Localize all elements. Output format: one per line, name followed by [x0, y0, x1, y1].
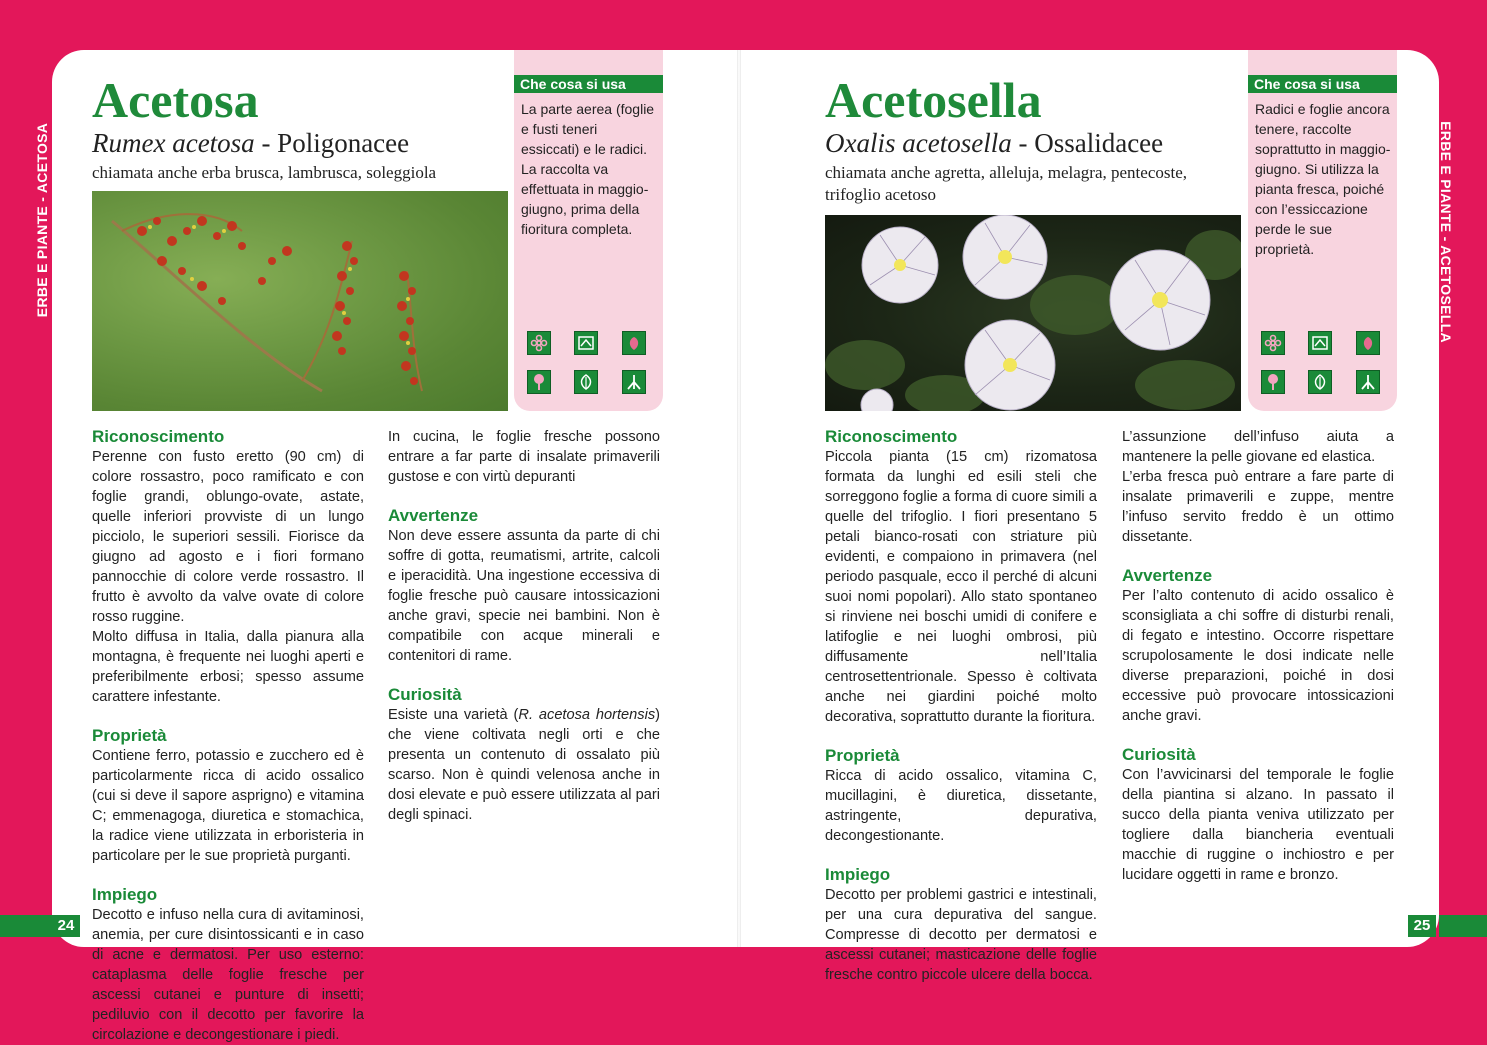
heading-riconoscimento: Riconoscimento: [92, 427, 225, 446]
fruit-icon: [1356, 331, 1380, 355]
herb-cluster-icon: [1308, 331, 1332, 355]
text-avvertenze: Non deve essere assunta da parte di chi soffre di gotta, reumatismi, artrite, calcoli e iperacidità. Una ingestione eccessiva di foglie fresche può causare intossicazioni anche gravi, specie nei bambini. Non è compatibile con acque minerali e contenitori di rame.: [388, 528, 660, 664]
common-names-right: chiamata anche agretta, alleluja, melagra, pentecoste, trifoglio acetoso: [825, 163, 1187, 204]
photo-rumex-acetosa: [92, 191, 508, 411]
flower-icon: [1261, 331, 1285, 355]
text-impiego-2: L’assunzione dell’infuso aiuta a mantenere la pelle giovane ed elastica.: [1122, 429, 1394, 465]
text-impiego-2: In cucina, le foglie fresche possono entrare a far parte di insalate primaverili gustose e con virtù depuranti: [388, 429, 660, 485]
book-spine: [737, 50, 741, 947]
right-column-2: [1122, 427, 1394, 885]
text-impiego-1: Decotto e infuso nella cura di avitaminosi, anemia, per cure disintossicanti e in caso di acne e dermatosi. Per uso esterno: cataplasma delle foglie fresche per ascessi cutanei e punture di insetti; pediluvio con il decotto per favorire la circolazione e decongestionare i piedi.: [92, 907, 364, 1043]
family-name: - Poligonacee: [254, 128, 410, 158]
heading-curiosita: Curiosità: [1122, 745, 1196, 764]
root-icon: [622, 370, 646, 394]
heading-riconoscimento: Riconoscimento: [825, 427, 958, 446]
flower-icon: [527, 331, 551, 355]
heading-avvertenze: Avvertenze: [1122, 566, 1213, 585]
text-impiego-1: Decotto per problemi gastrici e intestinali, per una cura depurativa del sangue. Compresse di decotto per dermatosi e ascessi cutanei; masticazione delle foglie fresche contro piccole ulcere della bocca.: [825, 887, 1097, 983]
left-column-1: [92, 427, 364, 1045]
page-title-left: Acetosa: [92, 72, 259, 128]
usage-box-text: La parte aerea (foglie e fusti teneri essiccati) e le radici. La raccolta va effettuata in maggio-giugno, prima della fioritura completa.: [521, 101, 655, 237]
text-proprieta: Ricca di acido ossalico, vitamina C, mucillagini, è diuretica, dissetante, astringente, depurativa, decongestionante.: [825, 768, 1097, 844]
right-footer-bar: [1439, 915, 1487, 937]
common-names-left: chiamata anche erba brusca, lambrusca, soleggiola: [92, 163, 437, 182]
text-avvertenze: Per l’alto contenuto di acido ossalico è sconsigliata a chi soffre di disturbi renali, di fegato e intestino. Occorre rispettare scrupolosamente le dosi indicate nelle diverse preparazioni, poiché in dosi eccessive può provocare intossicazioni anche gravi.: [1122, 588, 1394, 724]
latin-name: Rumex acetosa: [92, 128, 255, 158]
side-label-right: ERBE E PIANTE - ACETOSELLA: [1438, 121, 1454, 343]
page-number-left: 24: [52, 915, 80, 937]
right-column-1: [825, 427, 1097, 985]
heading-proprieta: Proprietà: [92, 726, 167, 745]
flower-illustration: [825, 215, 1241, 411]
latin-name: Oxalis acetosella: [825, 128, 1012, 158]
page-number-right: 25: [1408, 915, 1436, 937]
text-proprieta: Contiene ferro, potassio e zucchero ed è particolarmente ricca di acido ossalico (cui si deve il sapore asprigno) e vitamina C; emmenagoga, diuretica e stomachica, la radice viene utilizzata in erboristeria in particolare per le sue proprietà purganti.: [92, 748, 364, 864]
heading-curiosita: Curiosità: [388, 685, 462, 704]
leaf-icon: [1308, 370, 1332, 394]
left-column-2: [388, 427, 660, 825]
usage-box-header: Che cosa si usa: [1248, 75, 1397, 93]
fruit-icon: [622, 331, 646, 355]
text-impiego-3: L’erba fresca può entrare a fare parte di insalate primaverili e zuppe, mentre l’infuso servito freddo è un ottimo dissetante.: [1122, 469, 1394, 545]
usage-box-header: Che cosa si usa: [514, 75, 663, 93]
herb-cluster-icon: [574, 331, 598, 355]
usage-box-text: Radici e foglie ancora tenere, raccolte soprattutto in maggio-giugno. Si utilizza la pianta fresca, poiché con l’essiccazione perde le sue proprietà.: [1255, 101, 1391, 257]
text-riconoscimento: Piccola pianta (15 cm) rizomatosa formata da lunghi ed esili steli che sorreggono foglie a forma di cuore simili a quelle del trifoglio. I fiori presentano 5 petali bianco-rosati con striature più evidenti, e compaiono in primavera (nel periodo pasquale, ecco il perché di alcuni suoi nomi popolari). Allo stato spontaneo si rinviene nei boschi umidi di conifere e latifoglie e nei luoghi ombrosi, più diffusamente nell’Italia centrosettentrionale. Spesso è coltivata anche nei giardini poiché molto decorativa, soprattutto durante la fioritura.: [825, 449, 1097, 725]
usage-box-right: [1248, 50, 1397, 411]
text-curiosita: Esiste una varietà (R. acetosa hortensis) che viene coltivata negli orti e che presenta un contenuto di ossalato più scarso. Non è quindi velenosa anche in dosi elevate e può essere utilizzata al pari degli spinaci.: [388, 707, 660, 823]
usage-box-left: [514, 50, 663, 411]
heading-avvertenze: Avvertenze: [388, 506, 479, 525]
leaf-icon: [574, 370, 598, 394]
photo-oxalis-acetosella: [825, 215, 1241, 411]
page-title-right: Acetosella: [825, 72, 1042, 128]
text-riconoscimento-2: Molto diffusa in Italia, dalla pianura alla montagna, è frequente nei luoghi aperti e preferibilmente erbosi; spesso assume carattere infestante.: [92, 629, 364, 705]
text-riconoscimento-1: Perenne con fusto eretto (90 cm) di colore rossastro, poco ramificato e con foglie grandi, oblungo-ovate, astate, quelle inferiori provviste di un lungo picciolo, le superiori sessili. Fiorisce da giugno ad agosto e i fiori formano pannocchie di colore verde rossastro. Il frutto è avvolto da valve ovate di colore rosso ruggine.: [92, 449, 364, 625]
side-label-left: ERBE E PIANTE - ACETOSA: [34, 122, 50, 318]
heading-impiego: Impiego: [825, 865, 891, 884]
species-name-left: [92, 128, 409, 158]
species-name-right: [825, 128, 1163, 158]
tree-icon: [527, 370, 551, 394]
left-footer-bar: [0, 915, 52, 937]
family-name: - Ossalidacee: [1011, 128, 1164, 158]
root-icon: [1356, 370, 1380, 394]
plant-illustration: [92, 191, 508, 411]
text-curiosita: Con l’avvicinarsi del temporale le foglie della piantina si alzano. In passato il succo della pianta veniva utilizzato per togliere dalla biancheria eventuali macchie di ruggine o inchiostro e per lucidare oggetti in rame e bronzo.: [1122, 767, 1394, 883]
tree-icon: [1261, 370, 1285, 394]
heading-proprieta: Proprietà: [825, 746, 900, 765]
heading-impiego: Impiego: [92, 885, 158, 904]
